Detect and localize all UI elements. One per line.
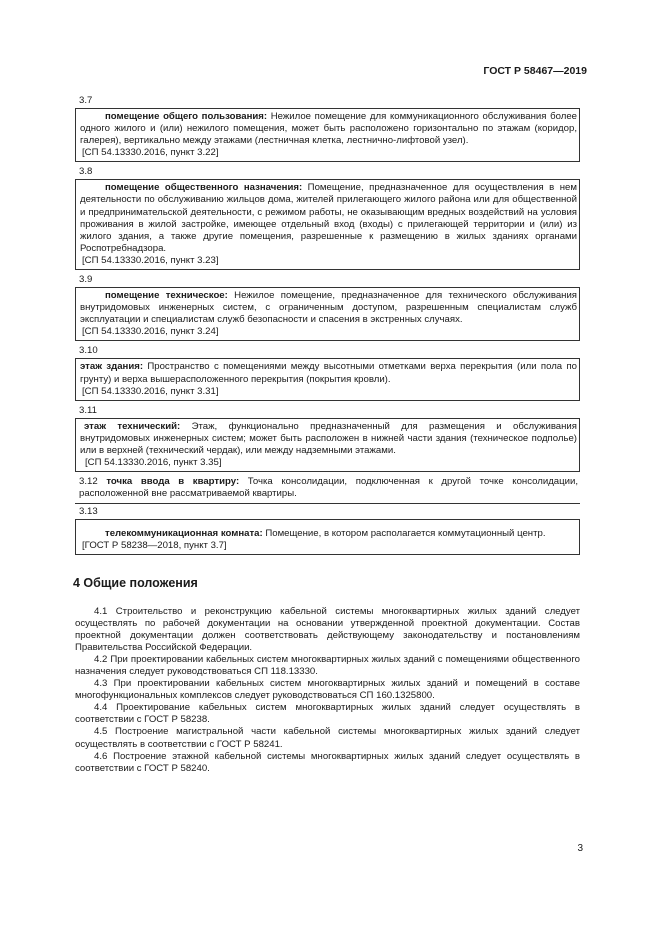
term-box — [75, 474, 580, 504]
term-number: 3.12 — [79, 476, 98, 488]
term-title: телекоммуникационная комната: — [105, 528, 263, 540]
term-box — [75, 358, 580, 400]
definition-text: Помещение, в котором располагается коммутационный центр. — [262, 528, 546, 540]
page-content — [75, 93, 580, 775]
term-number: 3.7 — [79, 95, 93, 106]
term-number: 3.10 — [79, 345, 98, 357]
term-definition — [80, 361, 577, 385]
section-paragraph: 4.2 При проектировании кабельных систем многоквартирных жилых зданий с помещениями общественного назначения следует руководствоваться СП 118.13330. — [75, 653, 580, 677]
term-source: [СП 54.13330.2016, пункт 3.22] — [82, 147, 219, 159]
term-title: этаж технический: — [84, 420, 181, 432]
term-box — [75, 418, 580, 472]
term-definition — [80, 111, 577, 147]
term-definition — [80, 290, 577, 326]
term-source: [СП 54.13330.2016, пункт 3.24] — [82, 326, 219, 338]
section-paragraph: 4.3 При проектировании кабельных систем многоквартирных жилых зданий и помещений в составе многофункциональных комплексов следует руководствоваться СП 160.1325800. — [75, 678, 580, 702]
term-box — [75, 287, 580, 341]
definition-text: Этаж, функционально предназначенный для размещения и обслуживания внутридомовых инженерных систем; может быть расположен в нижней части здания (техническое подполье) или в верхней (технический чердак), или между надземными этажами. — [80, 420, 577, 456]
term-definition — [79, 476, 578, 500]
term-number: 3.9 — [79, 274, 93, 286]
section-paragraph: 4.6 Построение этажной кабельной системы многоквартирных жилых зданий следует осуществлять в соответствии с ГОСТ Р 58240. — [75, 750, 580, 774]
term-title: этаж здания: — [80, 361, 144, 373]
term-box — [75, 179, 580, 270]
definition-text: Точка консолидации, подключенная к другой точке консолидации, расположенной вне рассматриваемой квартиры. — [79, 476, 579, 500]
term-number: 3.11 — [79, 404, 97, 416]
term-box — [75, 108, 580, 162]
section-paragraph: 4.4 Проектирование кабельных систем многоквартирных жилых зданий следует осуществлять в соответствии с ГОСТ Р 58238. — [75, 702, 580, 726]
term-definition — [80, 421, 577, 457]
section-paragraph: 4.5 Построение магистральной части кабельной системы многоквартирных жилых зданий следует осуществлять в соответствии с ГОСТ Р 58241. — [75, 726, 580, 750]
term-source: [СП 54.13330.2016, пункт 3.35] — [85, 456, 222, 468]
term-definition — [80, 182, 577, 255]
definition-text: Нежилое помещение для коммуникационного обслуживания более одного жилого и (или) нежилого помещения, может быть расположено горизонтально по этажам (коридор, галерея), вертикально между этажами (лестничная клетка, лестнично-лифтовой узел). — [80, 111, 577, 147]
term-title: помещение техническое: — [105, 290, 228, 302]
section-heading: 4 Общие положения — [73, 576, 198, 591]
term-title: помещение общего пользования: — [105, 111, 268, 122]
section-body — [75, 606, 580, 775]
term-number: 3.13 — [79, 506, 98, 518]
section-paragraph: 4.1 Строительство и реконструкцию кабельной системы многоквартирных жилых зданий следует осуществлять по рабочей документации на основании утвержденной проектной документации. Состав проектной документации должен соответствовать действующему законодательству и постановлениям Правительства Российской Федерации. — [75, 605, 580, 653]
document-id: ГОСТ Р 58467—2019 — [483, 65, 587, 77]
term-source: [СП 54.13330.2016, пункт 3.23] — [82, 254, 219, 266]
term-title: помещение общественного назначения: — [105, 182, 303, 194]
page-number: 3 — [577, 843, 583, 854]
term-number: 3.8 — [79, 166, 93, 178]
term-title: точка ввода в квартиру: — [106, 476, 240, 488]
definition-text: Пространство с помещениями между высотными отметками верха перекрытия (или пола по грунту) и верха вышерасположенного перекрытия (покрытия кровли). — [80, 361, 578, 385]
definition-text: Нежилое помещение, предназначенное для технического обслуживания внутридомовых инженерных систем, с ограниченным доступом, разрешенным специалистам служб эксплуатации и специалистам служб безопасности и спасения в экстренных случаях. — [80, 290, 578, 326]
term-source: [СП 54.13330.2016, пункт 3.31] — [82, 385, 219, 397]
term-box — [75, 519, 580, 555]
definition-text: Помещение, предназначенное для осуществления в нем деятельности по обслуживанию жильцов дома, жителей прилегающего жилого района или для общественной и предпринимательской деятельности, с режимом работы, не оказывающим вредных воздействий на условия проживания в жилой застройке, имеющее отдельный вход (входы) с прилегающей территории и (или) из жилого здания, а также другие помещения, разрешенные к размещению в жилых зданиях органами Роспотребнадзора. — [80, 182, 577, 254]
term-definition — [80, 528, 577, 540]
term-source: [ГОСТ Р 58238—2018, пункт 3.7] — [82, 540, 227, 552]
